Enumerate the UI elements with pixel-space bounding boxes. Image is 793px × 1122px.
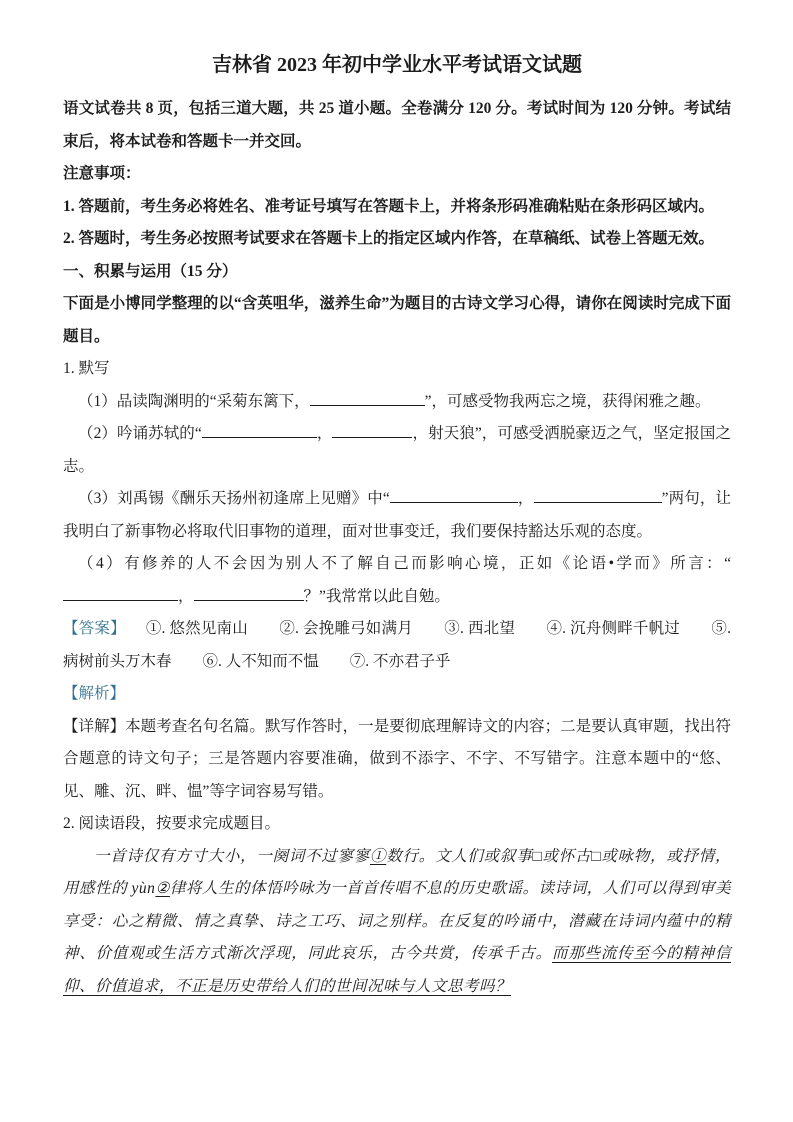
notice-heading: 注意事项： <box>63 165 141 182</box>
notice-item-1: 1. 答题前，考生务必将姓名、准考证号填写在答题卡上，并将条形码准确粘贴在条形码区域内。 <box>63 197 715 215</box>
detail-explanation <box>63 711 731 809</box>
underlined-sentence: 而那些流传至今的精神信仰、价值追求，不正是历史带给人们的世间况味与人文思考吗？ <box>63 945 731 995</box>
passage-text: 一首诗仅有方寸大小，一阕词不过寥寥 <box>94 847 370 865</box>
question-1-item-2 <box>63 418 731 483</box>
fill-in-blank <box>202 423 317 438</box>
question-text: ， <box>178 587 194 605</box>
question-text: ， <box>316 425 333 442</box>
question-text: （2）吟诵苏轼的“ <box>78 425 202 442</box>
fill-in-blank <box>194 586 304 601</box>
fill-in-blank <box>534 488 662 503</box>
question-1-label: 1. 默写 <box>63 360 110 377</box>
fill-in-blank <box>63 586 178 601</box>
question-text: ， <box>517 490 534 507</box>
question-1-item-3 <box>63 483 731 548</box>
answer-content: ①. 悠然见南山 ②. 会挽雕弓如满月 ③. 西北望 ④. 沉舟侧畔千帆过 ⑤. 病树前头万木春 ⑥. 人不知而不愠 ⑦. 不亦君子乎 <box>63 620 731 670</box>
reading-passage <box>63 841 731 1004</box>
answer-label: 【答案】 <box>63 620 126 637</box>
punctuation-box: □ <box>591 847 602 865</box>
fill-in-blank <box>332 423 412 438</box>
question-text: ？”我常常以此自勉。 <box>303 587 450 605</box>
question-text: （4）有修养的人不会因为别人不了解自己而影响心境，正如《论语•学而》所言：“ <box>78 555 731 572</box>
answer-line <box>63 613 731 678</box>
question-2-label: 2. 阅读语段，按要求完成题目。 <box>63 815 281 832</box>
circled-number-1: ① <box>370 847 387 865</box>
document-title: 吉林省 2023 年初中学业水平考试语文试题 <box>212 54 582 76</box>
question-text: ”两句，让我明白了新事物必将取代旧事物的道理，面对世事变迁，我们要保持豁达乐观的态度。 <box>63 490 731 540</box>
passage-text: 或咏物，或抒情，用感性的 yùn <box>63 847 731 897</box>
question-text: ，射天狼”，可感受洒脱豪迈之气，坚定报国之志。 <box>63 425 731 475</box>
question-text: （3）刘禹锡《酬乐天扬州初逢席上见赠》中“ <box>78 490 390 507</box>
analysis-label: 【解析】 <box>63 685 126 702</box>
fill-in-blank <box>310 391 425 406</box>
detail-content: 本题考查名句名篇。默写作答时，一是要彻底理解诗文的内容；二是要认真审题，找出符合题意的诗文句子；三是答题内容要准确，做到不添字、不字、不写错字。注意本题中的“悠、见、雕、沉、畔、愠”等字词容易写错。 <box>63 717 731 800</box>
question-1-item-4 <box>63 548 731 613</box>
fill-in-blank <box>390 488 518 503</box>
section-1-heading: 一、积累与运用（15 分） <box>63 262 238 280</box>
question-text: （1）品读陶渊明的“采菊东篱下， <box>78 392 310 410</box>
question-text: ”，可感受物我两忘之境，获得闲雅之趣。 <box>424 392 711 410</box>
circled-number-2: ② <box>155 880 170 897</box>
notice-item-2: 2. 答题时，考生务必按照考试要求在答题卡上的指定区域内作答，在草稿纸、试卷上答题无效。 <box>63 230 715 247</box>
section-1-intro: 下面是小博同学整理的以“含英咀华，滋养生命”为题目的古诗文学习心得，请你在阅读时完成下面题目。 <box>63 295 731 345</box>
exam-intro: 语文试卷共 8 页，包括三道大题，共 25 道小题。全卷满分 120 分。考试时间为 120 分钟。考试结束后，将本试卷和答题卡一并交回。 <box>63 100 731 150</box>
detail-label: 【详解】 <box>63 717 126 735</box>
passage-text: 律将人生的体悟吟咏为一首首传唱不息的历史歌谣。读诗词，人们可以得到审美享受：心之精微、情之真挚、诗之工巧、词之别样。在反复的吟诵中，潜藏在诗词内蕴中的精神、价值观或生活方式渐次浮现，同此哀乐，古今共赏，传承千古。 <box>63 880 731 962</box>
question-1-item-1 <box>63 386 731 419</box>
passage-text: 数行。文人们或叙事 <box>386 847 533 865</box>
passage-text: 或怀古 <box>542 847 592 865</box>
analysis-line <box>63 678 731 711</box>
punctuation-box: □ <box>532 847 543 865</box>
